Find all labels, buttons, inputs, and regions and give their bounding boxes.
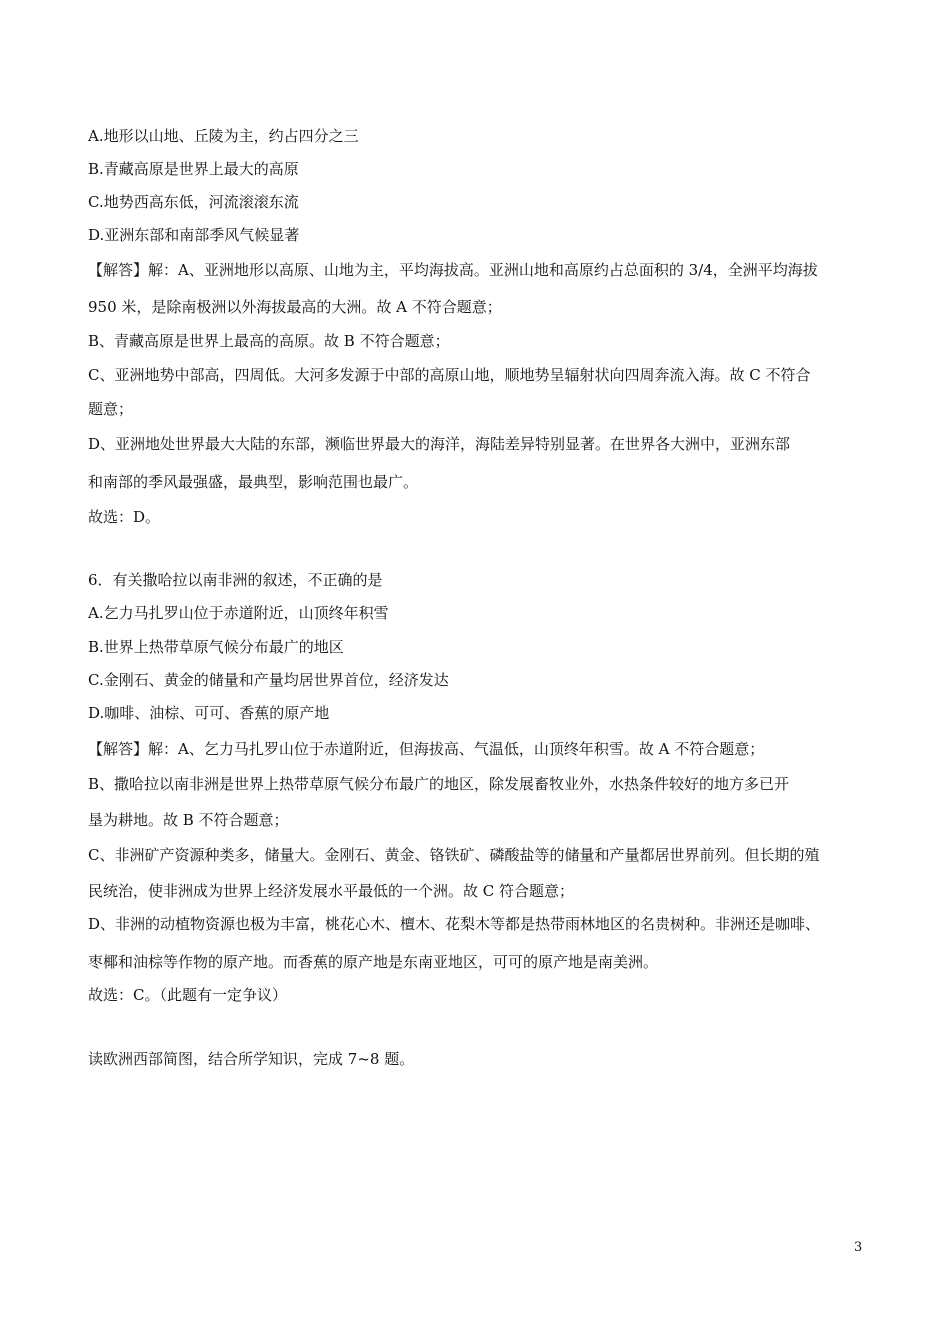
analysis-line: 垦为耕地。故 B 不符合题意； bbox=[88, 811, 289, 829]
analysis-line: 民统治，使非洲成为世界上经济发展水平最低的一个洲。故 C 符合题意； bbox=[88, 882, 575, 900]
analysis-line: 枣椰和油棕等作物的原产地。而香蕉的原产地是东南亚地区，可可的原产地是南美洲。 bbox=[88, 953, 659, 971]
option-b: B.世界上热带草原气候分布最广的地区 bbox=[88, 638, 344, 656]
analysis-line: 950 米，是除南极洲以外海拔最高的大洲。故 A 不符合题意； bbox=[88, 298, 502, 316]
option-d: D.咖啡、油棕、可可、香蕉的原产地 bbox=[88, 704, 330, 722]
option-b: B.青藏高原是世界上最大的高原 bbox=[88, 160, 299, 178]
analysis-line: C、亚洲地势中部高，四周低。大河多发源于中部的高原山地，顺地势呈辐射状向四周奔流入海。故 C 不符合 bbox=[88, 366, 811, 384]
analysis-line: B、撒哈拉以南非洲是世界上热带草原气候分布最广的地区，除发展畜牧业外，水热条件较好的地方多已开 bbox=[88, 775, 790, 793]
option-a: A.乞力马扎罗山位于赤道附近，山顶终年积雪 bbox=[88, 604, 389, 622]
option-c: C.地势西高东低，河流滚滚东流 bbox=[88, 193, 299, 211]
questions-7-8-intro: 读欧洲西部简图，结合所学知识，完成 7~8 题。 bbox=[88, 1050, 415, 1068]
analysis-line: D、非洲的动植物资源也极为丰富，桃花心木、檀木、花梨木等都是热带雨林地区的名贵树种。非洲还是咖啡、 bbox=[88, 915, 821, 933]
option-d: D.亚洲东部和南部季风气候显著 bbox=[88, 226, 300, 244]
page-number: 3 bbox=[854, 1240, 863, 1255]
analysis-line: D、亚洲地处世界最大大陆的东部，濒临世界最大的海洋，海陆差异特别显著。在世界各大洲中，亚洲东部 bbox=[88, 435, 791, 453]
answer: 故选：C。（此题有一定争议） bbox=[88, 986, 287, 1004]
analysis-line: 【解答】解：A、乞力马扎罗山位于赤道附近，但海拔高、气温低，山顶终年积雪。故 A 不符合题意； bbox=[88, 740, 765, 758]
analysis-line: B、青藏高原是世界上最高的高原。故 B 不符合题意； bbox=[88, 332, 450, 350]
answer: 故选：D。 bbox=[88, 508, 161, 526]
analysis-line: C、非洲矿产资源种类多，储量大。金刚石、黄金、铬铁矿、磷酸盐等的储量和产量都居世界前列。但长期的殖 bbox=[88, 846, 820, 864]
option-a: A.地形以山地、丘陵为主，约占四分之三 bbox=[88, 127, 359, 145]
analysis-line: 题意； bbox=[88, 400, 134, 418]
analysis-line: 【解答】解：A、亚洲地形以高原、山地为主，平均海拔高。亚洲山地和高原约占总面积的 3/4，全洲平均海拔 bbox=[88, 261, 818, 279]
option-c: C.金刚石、黄金的储量和产量均居世界首位，经济发达 bbox=[88, 671, 449, 689]
question-text: 6．有关撒哈拉以南非洲的叙述，不正确的是 bbox=[88, 571, 383, 589]
analysis-line: 和南部的季风最强盛，最典型，影响范围也最广。 bbox=[88, 473, 419, 491]
